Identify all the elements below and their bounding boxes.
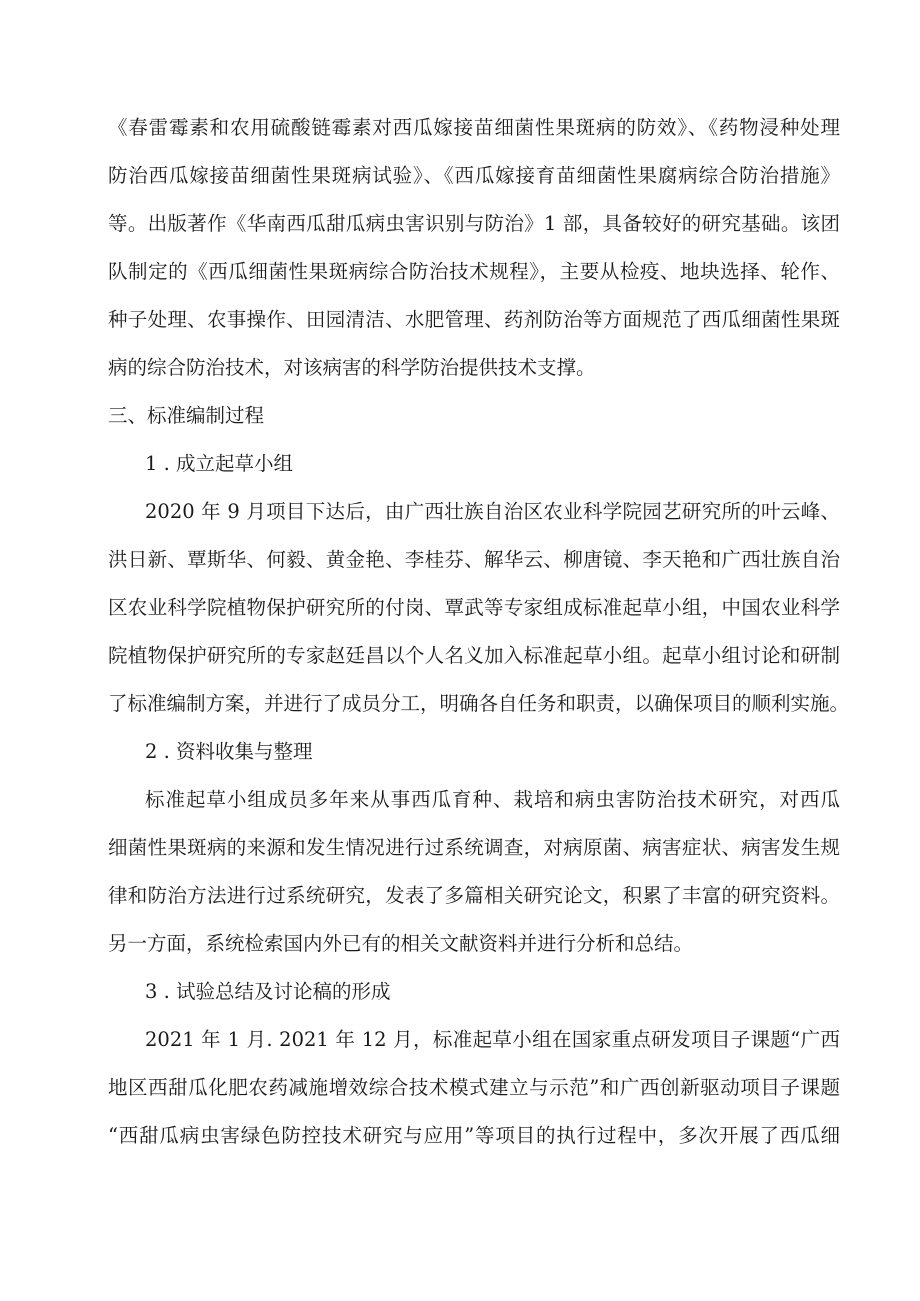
- body-line: “西甜瓜病虫害绿色防控技术研究与应用”等项目的执行过程中，多次开展了西瓜细: [108, 1124, 840, 1147]
- body-line: 细菌性果斑病的来源和发生情况进行过系统调查，对病原菌、病害症状、病害发生规: [108, 836, 840, 859]
- body-line: 区农业科学院植物保护研究所的付岗、覃武等专家组成标准起草小组，中国农业科学: [108, 596, 840, 619]
- body-line: 标准起草小组成员多年来从事西瓜育种、栽培和病虫害防治技术研究，对西瓜: [145, 788, 840, 811]
- body-line: 队制定的《西瓜细菌性果斑病综合防治技术规程》，主要从检疫、地块选择、轮作、: [108, 260, 840, 283]
- body-line: 2021 年 1 月. 2021 年 12 月，标准起草小组在国家重点研发项目子课题“广西: [145, 1028, 840, 1051]
- subsection-heading: 2 . 资料收集与整理: [145, 740, 313, 763]
- body-line: 《春雷霉素和农用硫酸链霉素对西瓜嫁接苗细菌性果斑病的防效》、《药物浸种处理: [108, 116, 840, 139]
- body-line: 病的综合防治技术，对该病害的科学防治提供技术支撑。: [108, 356, 596, 379]
- body-line: 种子处理、农事操作、田园清洁、水肥管理、药剂防治等方面规范了西瓜细菌性果斑: [108, 308, 840, 331]
- body-line: 等。出版著作《华南西瓜甜瓜病虫害识别与防治》1 部，具备较好的研究基础。该团: [108, 212, 840, 235]
- body-line: 院植物保护研究所的专家赵廷昌以个人名义加入标准起草小组。起草小组讨论和研制: [108, 644, 840, 667]
- body-line: 地区西甜瓜化肥农药减施增效综合技术模式建立与示范”和广西创新驱动项目子课题: [108, 1076, 840, 1099]
- subsection-heading: 3 . 试验总结及讨论稿的形成: [145, 980, 391, 1003]
- body-line: 了标准编制方案，并进行了成员分工，明确各自任务和职责，以确保项目的顺利实施。: [108, 692, 850, 715]
- subsection-heading: 1 . 成立起草小组: [145, 452, 294, 475]
- body-line: 另一方面，系统检索国内外已有的相关文献资料并进行分析和总结。: [108, 932, 694, 955]
- section-heading: 三、标准编制过程: [108, 404, 265, 427]
- body-line: 2020 年 9 月项目下达后，由广西壮族自治区农业科学院园艺研究所的叶云峰、: [145, 500, 840, 523]
- body-line: 洪日新、覃斯华、何毅、黄金艳、李桂芬、解华云、柳唐镜、李天艳和广西壮族自治: [108, 548, 840, 571]
- body-line: 律和防治方法进行过系统研究，发表了多篇相关研究论文，积累了丰富的研究资料。: [108, 884, 840, 907]
- body-line: 防治西瓜嫁接苗细菌性果斑病试验》、《西瓜嫁接育苗细菌性果腐病综合防治措施》: [108, 164, 840, 187]
